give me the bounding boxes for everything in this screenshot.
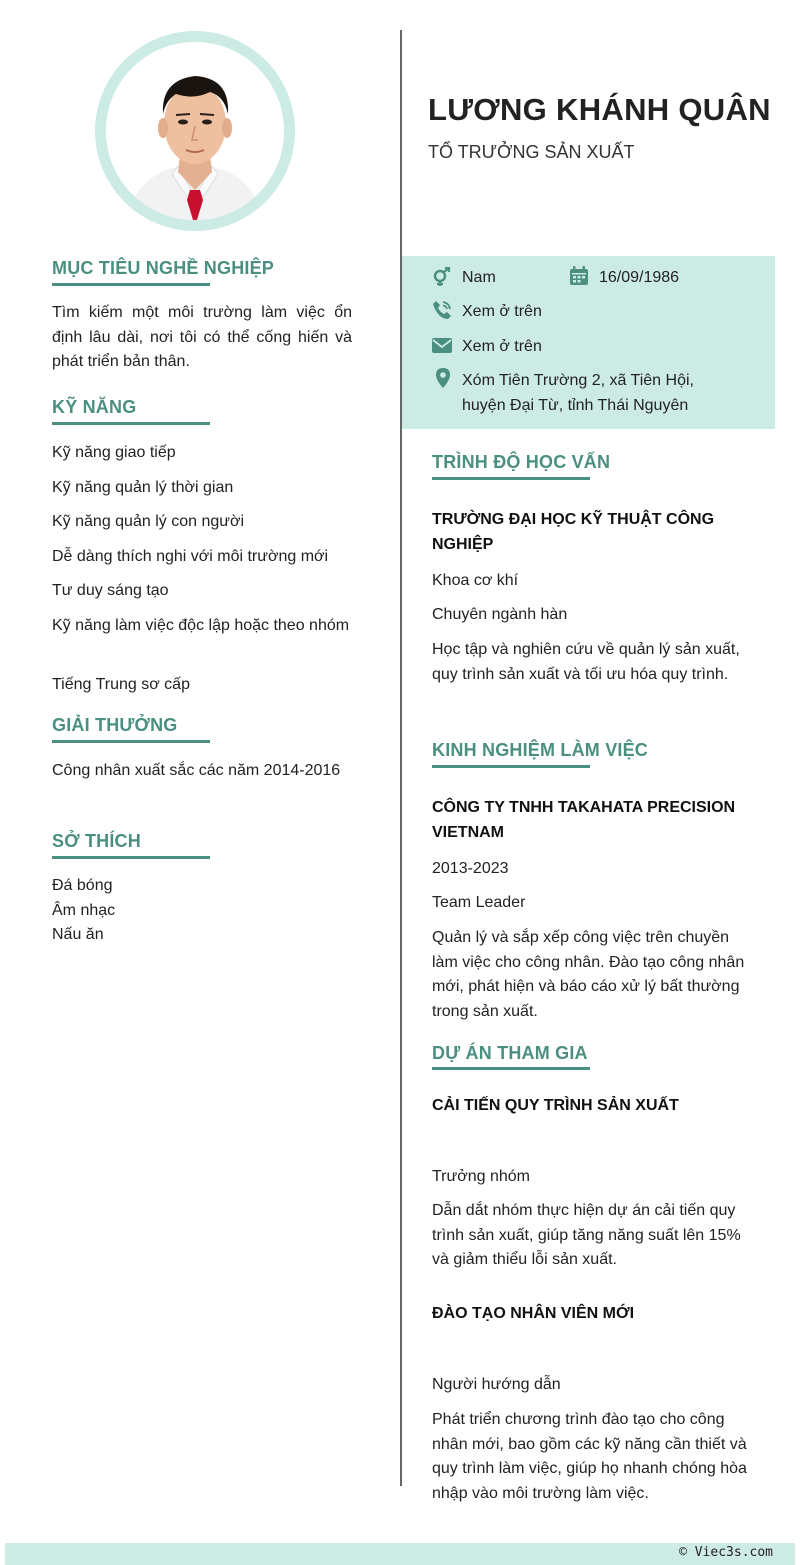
education-school: TRƯỜNG ĐẠI HỌC KỸ THUẬT CÔNG NGHIỆP [432, 511, 715, 553]
experience-title-underline [432, 765, 590, 768]
project-description: Dẫn dắt nhóm thực hiện dự án cải tiến quy trình sản xuất, giúp tăng năng suất lên 15% và giảm thiểu lỗi sản xuất. [432, 1202, 741, 1268]
skill-item: Kỹ năng làm việc độc lập hoặc theo nhóm [52, 617, 350, 634]
skill-item: Tư duy sáng tạo [52, 582, 169, 599]
skill-item: Kỹ năng quản lý thời gian [52, 479, 234, 496]
footer-bar [5, 1543, 795, 1565]
objective-title-underline [52, 283, 210, 286]
education-title: TRÌNH ĐỘ HỌC VẤN [432, 452, 611, 472]
project-role: Người hướng dẫn [432, 1376, 561, 1393]
avatar-photo [106, 42, 284, 220]
awards-text: Công nhân xuất sắc các năm 2014-2016 [52, 762, 341, 779]
avatar-ring [95, 31, 295, 231]
skills-title-underline [52, 422, 210, 425]
project-role: Trưởng nhóm [432, 1168, 530, 1185]
hobby-item: Đá bóng [52, 877, 113, 894]
address-line-1: Xóm Tiên Trường 2, xã Tiên Hội, [462, 372, 694, 389]
skill-item: Tiếng Trung sơ cấp [52, 676, 190, 693]
gender-value: Nam [462, 269, 496, 286]
projects-title: DỰ ÁN THAM GIA [432, 1043, 588, 1063]
objective-text: Tìm kiếm một môi trường làm việc ổn định lâu dài, nơi tôi có thể cống hiến và phát triển bản thân. [52, 304, 352, 370]
project-description: Phát triển chương trình đào tạo cho công nhân mới, bao gồm các kỹ năng cần thiết và quy trình làm việc, giúp họ nhanh chóng hòa nhập vào môi trường làm việc. [432, 1411, 747, 1502]
hobby-item: Âm nhạc [52, 902, 116, 919]
project-name: ĐÀO TẠO NHÂN VIÊN MỚI [432, 1305, 635, 1322]
column-divider [400, 30, 402, 1486]
location-pin-icon [433, 368, 453, 388]
email-icon [432, 336, 452, 356]
skill-item: Kỹ năng giao tiếp [52, 444, 176, 461]
experience-position: Team Leader [432, 894, 526, 911]
hobbies-title: SỞ THÍCH [52, 831, 141, 851]
experience-period: 2013-2023 [432, 860, 509, 877]
avatar [106, 42, 284, 220]
objective-title: MỤC TIÊU NGHỀ NGHIỆP [52, 258, 275, 278]
dob-value: 16/09/1986 [599, 269, 680, 286]
phone-icon [432, 300, 452, 320]
hobbies-title-underline [52, 856, 210, 859]
experience-description: Quản lý và sắp xếp công việc trên chuyền làm việc cho công nhân. Đào tạo công nhân mới, phát hiện và báo cáo xử lý bất thường trong sản xuất. [432, 929, 745, 1020]
candidate-name: LƯƠNG KHÁNH QUÂN [428, 92, 771, 127]
address-line-2: huyện Đại Từ, tỉnh Thái Nguyên [462, 397, 689, 414]
awards-title-underline [52, 740, 210, 743]
education-title-underline [432, 477, 590, 480]
hobby-item: Nấu ăn [52, 926, 104, 943]
experience-title: KINH NGHIỆM LÀM VIỆC [432, 740, 649, 760]
email-value: Xem ở trên [462, 338, 542, 355]
project-name: CẢI TIẾN QUY TRÌNH SẢN XUẤT [432, 1097, 679, 1114]
candidate-role: TỔ TRƯỞNG SẢN XUẤT [428, 142, 635, 162]
projects-title-underline [432, 1067, 590, 1070]
education-major: Chuyên ngành hàn [432, 606, 568, 623]
experience-company: CÔNG TY TNHH TAKAHATA PRECISION VIETNAM [432, 799, 736, 841]
skill-item: Dễ dàng thích nghi với môi trường mới [52, 548, 329, 565]
gender-icon [432, 267, 452, 287]
calendar-icon [569, 266, 589, 286]
skill-item: Kỹ năng quản lý con người [52, 513, 244, 530]
education-description: Học tập và nghiên cứu về quản lý sản xuất, quy trình sản xuất và tối ưu hóa quy trình. [432, 641, 740, 683]
education-faculty: Khoa cơ khí [432, 572, 519, 589]
awards-title: GIẢI THƯỞNG [52, 715, 178, 735]
footer-credit: © Viec3s.com [679, 1545, 773, 1560]
phone-value: Xem ở trên [462, 303, 542, 320]
skills-title: KỸ NĂNG [52, 397, 137, 417]
